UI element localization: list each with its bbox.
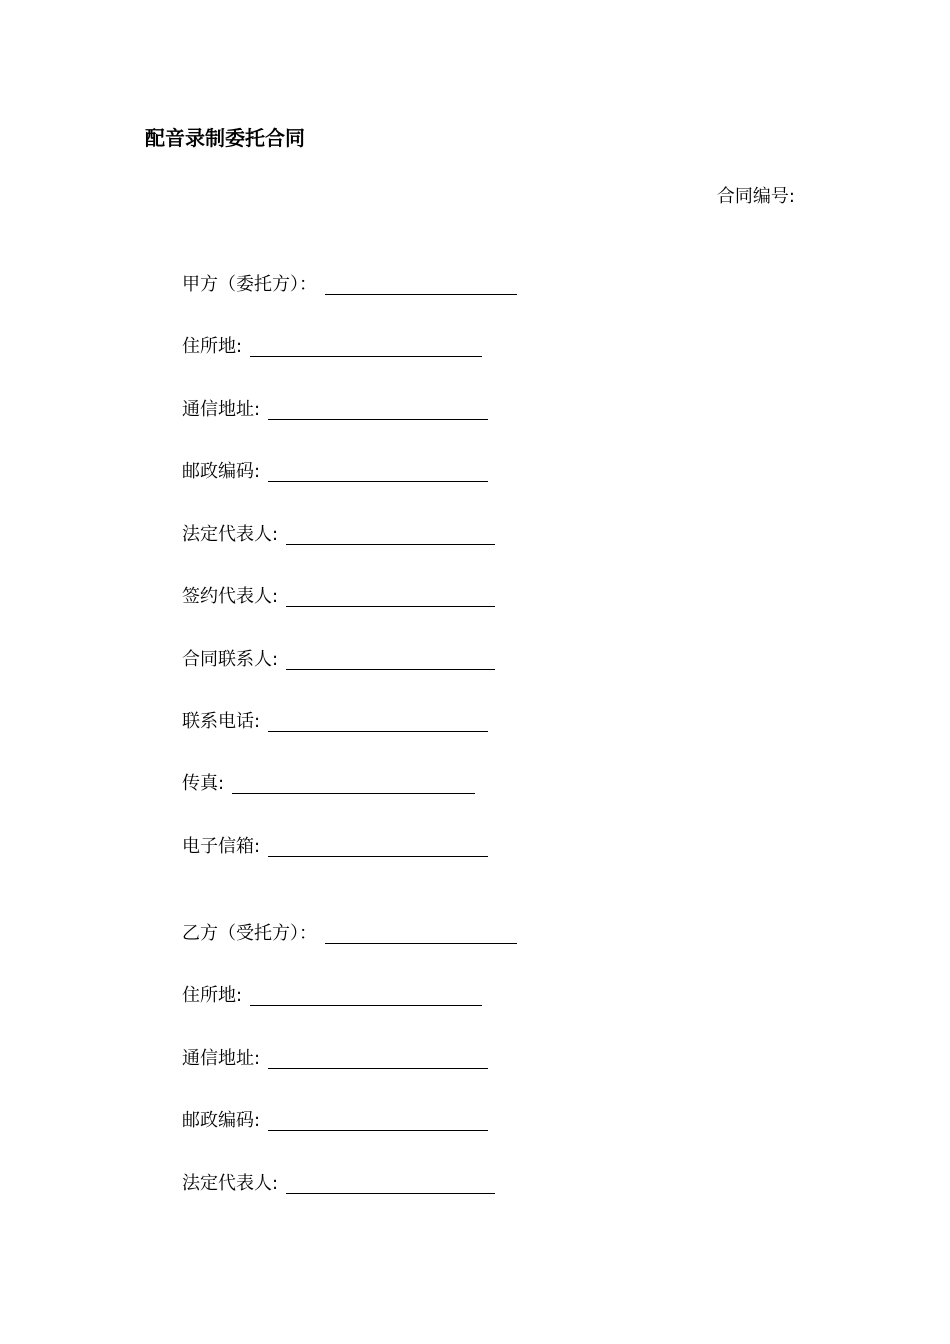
party-a-legal-rep-row	[182, 520, 495, 548]
party-a-email-label: 电子信箱:	[182, 836, 261, 857]
document-title: 配音录制委托合同	[145, 126, 305, 150]
party-a-postcode-blank[interactable]	[268, 461, 488, 482]
party-a-phone-label: 联系电话:	[182, 711, 261, 732]
party-a-phone-row	[182, 707, 488, 735]
party-a-signing-rep-row	[182, 582, 495, 610]
party-a-postcode-row	[182, 457, 488, 485]
party-a-signing-rep-blank[interactable]	[286, 586, 495, 607]
party-a-fax-row	[182, 769, 475, 797]
party-b-mailing-address-label: 通信地址:	[182, 1048, 261, 1069]
party-a-address-label: 住所地:	[182, 336, 243, 357]
party-a-email-blank[interactable]	[268, 836, 488, 857]
party-b-name-blank[interactable]	[325, 923, 517, 944]
party-a-heading-row	[182, 270, 517, 298]
party-a-contact-row	[182, 645, 495, 673]
party-a-postcode-label: 邮政编码:	[182, 461, 261, 482]
party-b-postcode-blank[interactable]	[268, 1110, 488, 1131]
party-b-address-blank[interactable]	[250, 985, 482, 1006]
party-b-mailing-address-row	[182, 1044, 488, 1072]
party-b-address-row	[182, 981, 482, 1009]
party-b-heading: 乙方（受托方）：	[182, 923, 317, 944]
party-a-heading: 甲方（委托方）：	[182, 274, 317, 295]
party-b-legal-rep-label: 法定代表人:	[182, 1173, 279, 1194]
party-a-mailing-address-label: 通信地址:	[182, 399, 261, 420]
party-b-legal-rep-row	[182, 1169, 495, 1197]
party-a-mailing-address-row	[182, 395, 488, 423]
party-a-name-blank[interactable]	[325, 274, 517, 295]
party-a-fax-label: 传真:	[182, 773, 225, 794]
party-b-legal-rep-blank[interactable]	[286, 1173, 495, 1194]
party-a-contact-label: 合同联系人:	[182, 649, 279, 670]
party-a-contact-blank[interactable]	[286, 649, 495, 670]
party-a-signing-rep-label: 签约代表人:	[182, 586, 279, 607]
party-a-mailing-address-blank[interactable]	[268, 399, 488, 420]
party-b-postcode-row	[182, 1106, 488, 1134]
party-b-postcode-label: 邮政编码:	[182, 1110, 261, 1131]
party-b-address-label: 住所地:	[182, 985, 243, 1006]
party-a-legal-rep-blank[interactable]	[286, 524, 495, 545]
contract-number-label: 合同编号:	[716, 186, 795, 207]
party-a-legal-rep-label: 法定代表人:	[182, 524, 279, 545]
party-a-fax-blank[interactable]	[232, 773, 475, 794]
party-a-phone-blank[interactable]	[268, 711, 488, 732]
party-a-email-row	[182, 832, 488, 860]
party-a-address-blank[interactable]	[250, 336, 482, 357]
party-a-address-row	[182, 332, 482, 360]
party-b-mailing-address-blank[interactable]	[268, 1048, 488, 1069]
party-b-heading-row	[182, 919, 517, 947]
